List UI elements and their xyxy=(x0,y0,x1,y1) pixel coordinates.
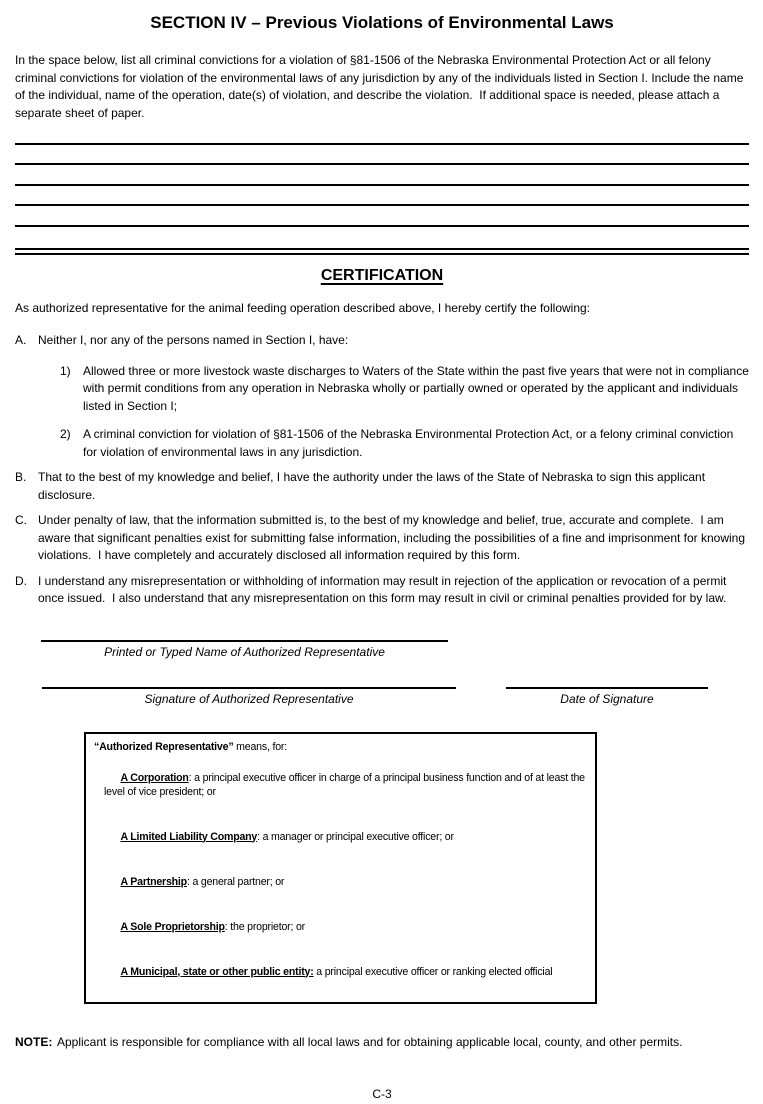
cert-item-b-label: B. xyxy=(15,470,27,484)
cert-subitem-2-text: A criminal conviction for violation of §81-1506 of the Nebraska Environmental Protection Act, or a felony criminal conviction for violation of environmental laws in any jurisdiction. xyxy=(83,427,737,459)
cert-subitem-2 xyxy=(60,426,749,461)
definition-entry-partnership xyxy=(94,862,587,903)
certification-heading: CERTIFICATION xyxy=(320,266,444,284)
definition-term: A Sole Proprietorship xyxy=(120,920,225,933)
definition-term: A Partnership xyxy=(120,875,187,888)
note-label: NOTE: xyxy=(15,1034,53,1049)
definition-text: : the proprietor; or xyxy=(224,920,305,933)
cert-item-a xyxy=(15,332,749,350)
definition-text: : a manager or principal executive officer; or xyxy=(257,830,454,843)
definition-term: A Municipal, state or other public entity: xyxy=(120,965,314,978)
blank-write-line xyxy=(15,124,749,145)
date-label: Date of Signature xyxy=(560,692,654,706)
definition-entry-municipal xyxy=(94,952,587,993)
signature-row xyxy=(15,687,749,709)
cert-item-d-label: D. xyxy=(15,573,27,588)
cert-item-c-label: C. xyxy=(15,513,27,527)
signature-label: Signature of Authorized Representative xyxy=(144,692,354,706)
cert-item-b xyxy=(15,469,749,504)
section-title: SECTION IV – Previous Violations of Environmental Laws xyxy=(150,13,614,32)
definition-text: : a general partner; or xyxy=(186,875,285,888)
definition-entry-corporation xyxy=(94,759,587,813)
blank-write-line xyxy=(15,165,749,186)
cert-item-c xyxy=(15,512,749,565)
definition-term: A Limited Liability Company xyxy=(120,830,258,843)
cert-subitem-1-text: Allowed three or more livestock waste discharges to Waters of the State within the past five years that were not in compliance with permit conditions from any operation in Nebraska wholly or partially owned or operated by the applicant and individuals listed in Section I; xyxy=(83,363,753,413)
signature-column xyxy=(42,687,456,709)
section-divider-rule xyxy=(15,248,749,255)
definition-entry-sole-proprietorship xyxy=(94,907,587,948)
definition-text: a principal executive officer or ranking elected official xyxy=(313,965,553,978)
cert-item-a-label: A. xyxy=(15,333,27,347)
note-paragraph xyxy=(15,1034,749,1052)
definition-text: : a principal executive officer in charge of a principal business function and of at least the level of vice president; or xyxy=(104,772,588,798)
printed-name-label: Printed or Typed Name of Authorized Representative xyxy=(104,644,385,659)
cert-item-b-text: That to the best of my knowledge and belief, I have the authority under the laws of the State of Nebraska to sign this applicant disclosure. xyxy=(38,470,709,502)
definition-heading-rest: means, for: xyxy=(233,740,287,753)
definition-term: A Corporation xyxy=(120,772,189,784)
cert-subitem-1 xyxy=(60,363,753,416)
cert-item-a-text: Neither I, nor any of the persons named in Section I, have: xyxy=(38,333,349,347)
date-column xyxy=(506,687,708,709)
blank-write-line xyxy=(15,145,749,166)
definition-entry-llc xyxy=(94,817,587,858)
definition-heading xyxy=(94,741,587,755)
blank-write-line xyxy=(15,186,749,207)
cert-item-d xyxy=(15,573,749,608)
cert-subitem-1-label: 1) xyxy=(60,363,71,378)
note-text: Applicant is responsible for compliance with all local laws and for obtaining applicable local, county, and other permits. xyxy=(57,1034,683,1049)
blank-write-line xyxy=(15,206,749,227)
cert-subitem-2-label: 2) xyxy=(60,427,71,441)
cert-item-c-text: Under penalty of law, that the information submitted is, to the best of my knowledge and belief, true, accurate and complete. I am aware that significant penalties exist for submitting false information, including the possibilities of a fine and imprisonment for knowing violations. I have completely and accurately disclosed all information required by this form. xyxy=(38,513,749,562)
page-number: C-3 xyxy=(372,1087,392,1101)
violation-entry-area xyxy=(15,124,749,227)
cert-item-d-text: I understand any misrepresentation or withholding of information may result in rejection of the application or revocation of a permit once issued. I also understand that any misrepresentation on this form may result in civil or criminal penalties provided for by law. xyxy=(38,573,730,605)
intro-paragraph: In the space below, list all criminal convictions for a violation of §81-1506 of the Nebraska Environmental Protection Act or all felony criminal convictions for violation of the environmental laws of any jurisdiction by any of the individuals listed in Section I. Include the name of the individual, name of the operation, date(s) of violation, and describe the violation. If additional space is needed, please attach a separate sheet of paper. xyxy=(15,53,747,120)
certification-lead: As authorized representative for the animal feeding operation described above, I hereby certify the following: xyxy=(15,300,591,315)
definition-heading-term: “Authorized Representative” xyxy=(94,740,234,753)
authorized-representative-definition-box xyxy=(84,732,597,1004)
